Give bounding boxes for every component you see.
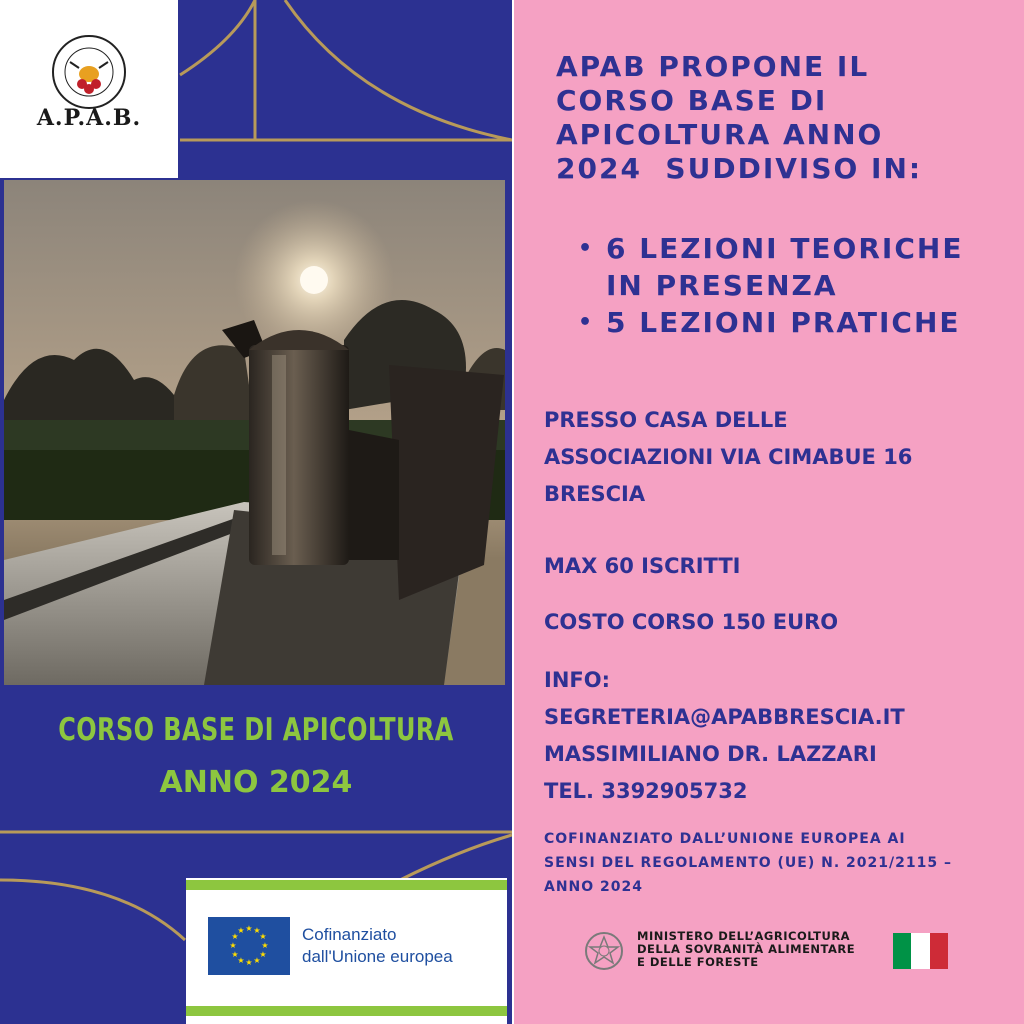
svg-text:★: ★ bbox=[245, 958, 253, 967]
logo-name: A.P.A.B. bbox=[36, 105, 142, 131]
svg-text:★: ★ bbox=[253, 956, 261, 965]
svg-text:★: ★ bbox=[245, 924, 253, 933]
list-item bbox=[578, 304, 1008, 341]
ministry-name: MINISTERO DELL’AGRICOLTURA DELLA SOVRANITÀ ALIMENTARE E DELLE FORESTE bbox=[637, 929, 856, 969]
svg-text:★: ★ bbox=[231, 932, 239, 941]
bullet-icon: • bbox=[578, 236, 595, 261]
lesson-list bbox=[578, 230, 1008, 341]
svg-text:★: ★ bbox=[229, 941, 237, 950]
apab-logo bbox=[0, 0, 178, 178]
info-label: INFO: bbox=[544, 668, 610, 692]
course-cost: COSTO CORSO 150 EURO bbox=[544, 610, 839, 634]
eu-badge-top-bar bbox=[186, 880, 507, 890]
headline: APAB PROPONE IL CORSO BASE DI APICOLTURA ANNO 2024 SUDDIVISO IN: bbox=[556, 50, 923, 185]
contact-email[interactable]: SEGRETERIA@APABBRESCIA.IT bbox=[544, 705, 905, 729]
photo-scene bbox=[4, 180, 505, 685]
svg-text:★: ★ bbox=[237, 926, 245, 935]
bee-hive-logo-icon bbox=[0, 0, 178, 110]
svg-text:★: ★ bbox=[261, 941, 269, 950]
svg-text:★: ★ bbox=[259, 950, 267, 959]
svg-text:★: ★ bbox=[231, 950, 239, 959]
bee-smoker-photo bbox=[4, 180, 505, 685]
eu-flag-icon bbox=[208, 917, 290, 975]
location-text: PRESSO CASA DELLE ASSOCIAZIONI VIA CIMABUE 16 BRESCIA bbox=[544, 408, 913, 506]
contact-phone[interactable]: TEL. 3392905732 bbox=[544, 779, 748, 803]
eu-badge-bottom-bar bbox=[186, 1006, 507, 1016]
eu-badge-line2: dall'Unione europea bbox=[302, 947, 453, 966]
list-item bbox=[578, 230, 1008, 304]
svg-text:★: ★ bbox=[259, 932, 267, 941]
flag-stripe-red bbox=[930, 933, 948, 969]
contact-name: MASSIMILIANO DR. LAZZARI bbox=[544, 742, 877, 766]
eu-stars bbox=[208, 917, 290, 975]
italian-emblem-icon bbox=[583, 930, 625, 972]
svg-text:★: ★ bbox=[237, 956, 245, 965]
cofinancing-note: COFINANZIATO DALL’UNIONE EUROPEA AI SENSI DEL REGOLAMENTO (UE) N. 2021/2115 – ANNO 2024 bbox=[544, 831, 952, 895]
course-title: CORSO BASE DI APICOLTURA bbox=[58, 712, 454, 748]
eu-badge-text bbox=[302, 924, 502, 968]
flag-stripe-green bbox=[893, 933, 911, 969]
italian-flag-icon bbox=[893, 933, 948, 969]
bullet-icon: • bbox=[578, 310, 595, 335]
list-item-text: 5 LEZIONI PRATICHE bbox=[606, 306, 961, 339]
eu-badge-line1: Cofinanziato bbox=[302, 925, 397, 944]
list-item-text: 6 LEZIONI TEORICHE IN PRESENZA bbox=[606, 232, 964, 302]
flag-stripe-white bbox=[911, 933, 929, 969]
course-year: ANNO 2024 bbox=[159, 765, 353, 800]
svg-text:★: ★ bbox=[253, 926, 261, 935]
max-participants: MAX 60 ISCRITTI bbox=[544, 554, 741, 578]
